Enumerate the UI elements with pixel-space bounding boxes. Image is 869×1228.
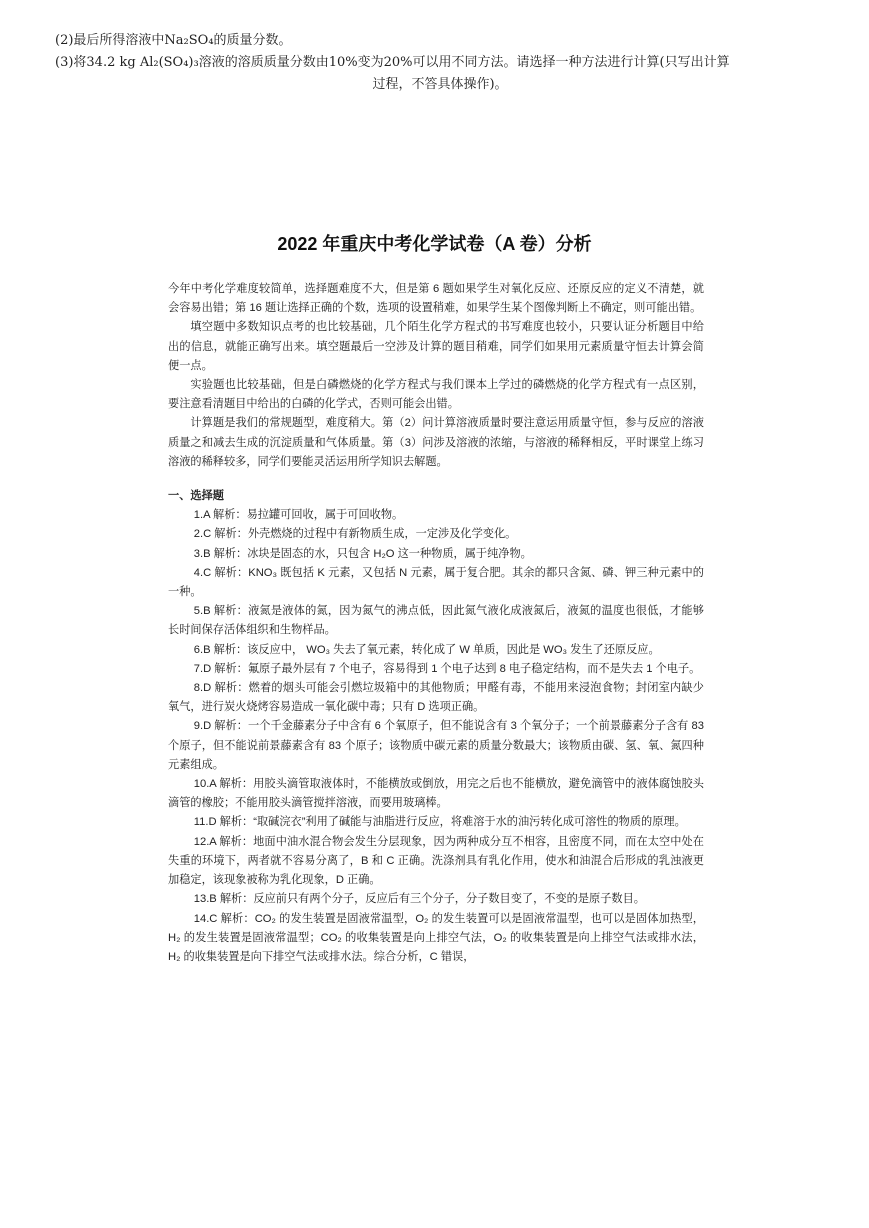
answer-item: 11.D 解析：“取碱浣衣”利用了碱能与油脂进行反应，将难溶于水的油污转化成可溶性的物质的原理。: [193, 816, 686, 829]
analysis-body: [168, 280, 704, 967]
intro-paragraph: 今年中考化学难度较简单，选择题难度不大，但是第 6 题如果学生对氧化反应、还原反应的定义不清楚，就会容易出错；第 16 题让选择正确的个数，选项的设置稍难，如果学生某个图像判断上不确定，则可能出错。: [168, 283, 704, 315]
question-2: (2)最后所得溶液中Na₂SO₄的质量分数。: [55, 33, 292, 48]
answer-item: 2.C 解析：外壳燃烧的过程中有新物质生成，一定涉及化学变化。: [193, 528, 517, 541]
answer-item: 6.B 解析：该反应中， WO₃ 失去了氧元素，转化成了 W 单质，因此是 WO₃ 发生了还原反应。: [193, 643, 660, 656]
answer-item: 7.D 解析：氟原子最外层有 7 个电子，容易得到 1 个电子达到 8 电子稳定结构，而不是失去 1 个电子。: [193, 662, 701, 675]
answer-item: 14.C 解析：CO₂ 的发生装置是固液常温型，O₂ 的发生装置可以是固液常温型，也可以是固体加热型，H₂ 的发生装置是固液常温型；CO₂ 的收集装置是向上排空气法，O₂ 的收集装置是向上排空气法或排水法，H₂ 的收集装置是向下排空气法或排水法。综合分析，C 错误，: [168, 912, 704, 963]
answer-item: 5.B 解析：液氮是液体的氮，因为氮气的沸点低，因此氮气液化成液氮后，液氮的温度也很低，才能够长时间保存活体组织和生物样品。: [168, 605, 704, 637]
question-3-line-1: (3)将34.2 kg Al₂(SO₄)₃溶液的溶质质量分数由10%变为20%可以用不同方法。请选择一种方法进行计算(只写出计算: [55, 55, 730, 70]
answer-item: 12.A 解析：地面中油水混合物会发生分层现象，因为两种成分互不相容，且密度不同，而在太空中处在失重的环境下，两者就不容易分离了，B 和 C 正确。洗涤剂具有乳化作用，使水和油混合后形成的乳浊液更加稳定，该现象被称为乳化现象，D 正确。: [168, 835, 704, 887]
section-heading: 一、选择题: [168, 490, 224, 503]
question-3-line-2: 过程，不答具体操作)。: [372, 77, 508, 92]
intro-paragraph: 计算题是我们的常规题型，难度稍大。第（2）问计算溶液质量时要注意运用质量守恒，参与反应的溶液质量之和减去生成的沉淀质量和气体质量。第（3）问涉及溶液的浓缩，与溶液的稀释相反，平时课堂上练习溶液的稀释较多，同学们要能灵活运用所学知识去解题。: [168, 417, 704, 468]
answer-item: 8.D 解析：燃着的烟头可能会引燃垃圾箱中的其他物质；甲醛有毒，不能用来浸泡食物；封闭室内缺少氧气，进行炭火烧烤容易造成一氧化碳中毒；只有 D 选项正确。: [168, 682, 704, 714]
answer-item: 1.A 解析：易拉罐可回收，属于可回收物。: [193, 509, 404, 522]
previous-page-questions: [55, 30, 825, 96]
answer-item: 10.A 解析：用胶头滴管取液体时，不能横放或倒放，用完之后也不能横放，避免滴管中的液体腐蚀胶头滴管的橡胶；不能用胶头滴管搅拌溶液，而要用玻璃棒。: [168, 778, 704, 810]
answer-item: 4.C 解析：KNO₃ 既包括 K 元素，又包括 N 元素，属于复合肥。其余的都只含氮、磷、钾三种元素中的一种。: [168, 566, 704, 599]
page-title: 2022 年重庆中考化学试卷（A 卷）分析: [277, 234, 592, 254]
answer-item: 13.B 解析：反应前只有两个分子，反应后有三个分子，分子数目变了，不变的是原子数目。: [193, 893, 645, 906]
intro-paragraph: 实验题也比较基础，但是白磷燃烧的化学方程式与我们课本上学过的磷燃烧的化学方程式有一点区别，要注意看清题目中给出的白磷的化学式，否则可能会出错。: [168, 379, 704, 411]
answer-item: 9.D 解析：一个千金藤素分子中含有 6 个氧原子，但不能说含有 3 个氧分子；一个前景藤素分子含有 83 个原子，但不能说前景藤素含有 83 个原子；该物质中碳元素的质量分数最大；该物质由碳、氢、氧、氮四种元素组成。: [168, 720, 704, 771]
intro-paragraph: 填空题中多数知识点考的也比较基础，几个陌生化学方程式的书写难度也较小，只要认证分析题目中给出的信息，就能正确写出来。填空题最后一空涉及计算的题目稍难，同学们如果用元素质量守恒去计算会简便一点。: [168, 321, 704, 372]
answer-item: 3.B 解析：冰块是固态的水，只包含 H₂O 这一种物质，属于纯净物。: [193, 547, 532, 560]
